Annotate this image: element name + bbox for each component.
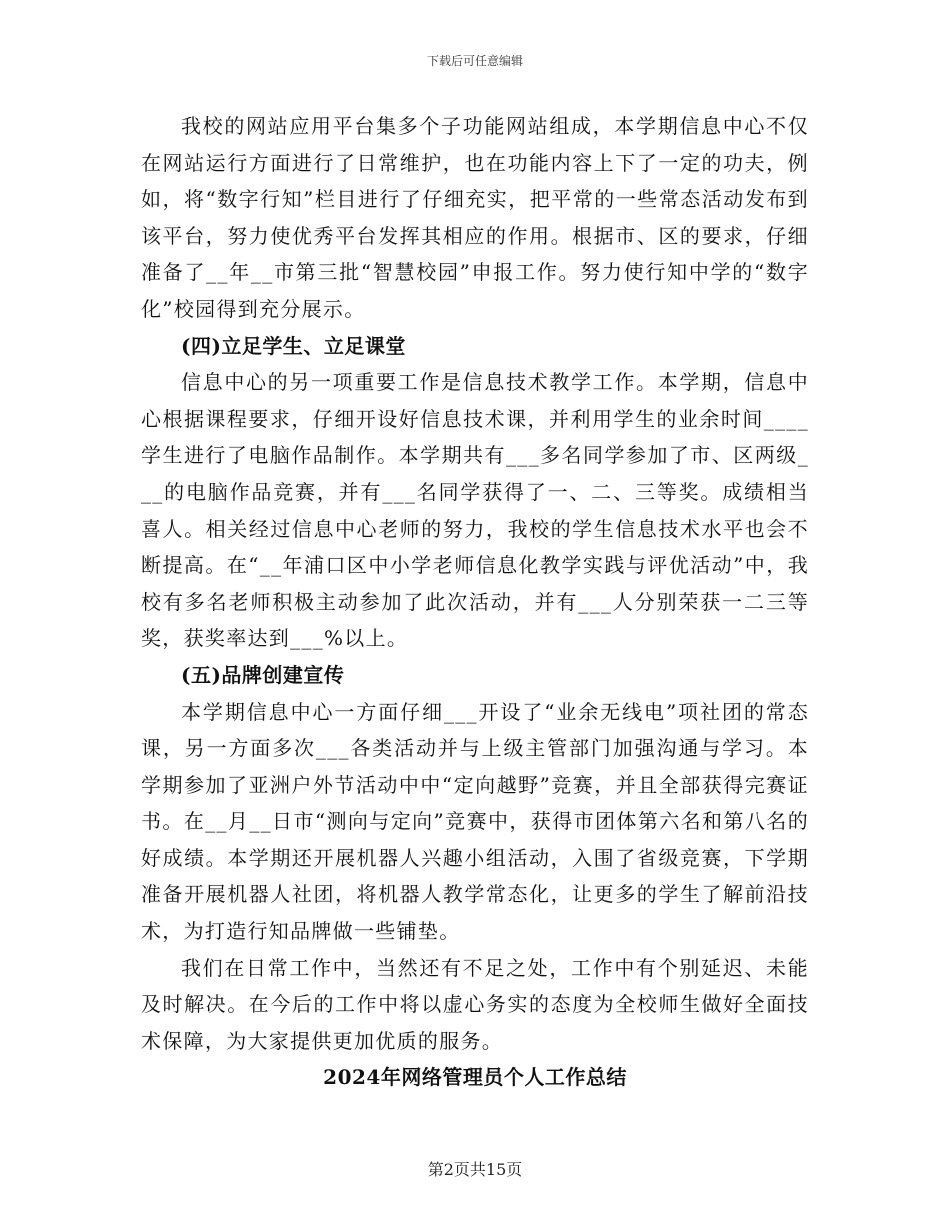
page-number: 第2页共15页 bbox=[427, 1160, 523, 1179]
paragraph-shortcomings: 我们在日常工作中，当然还有不足之处，工作中有个别延迟、未能及时解决。在今后的工作中将以虚心务实的态度为全校师生做好全面技术保障，为大家提供更加优质的服务。 bbox=[141, 955, 809, 1053]
section-heading-brand-promotion: (五)品牌创建宣传 bbox=[181, 662, 345, 687]
paragraph-website-platform: 我校的网站应用平台集多个子功能网站组成，本学期信息中心不仅在网站运行方面进行了日常维护，也在功能内容上下了一定的功夫，例如，将“数字行知”栏目进行了仔细充实，把平常的一些常态活动发布到该平台，努力使优秀平台发挥其相应的作用。根据市、区的要求，仔细准备了__年__市第三批“智慧校园”申报工作。努力使行知中学的“数字化”校园得到充分展示。 bbox=[141, 114, 809, 321]
page-header-note: 下载后可任意编辑 bbox=[426, 54, 523, 68]
document-body bbox=[141, 108, 809, 1096]
document-title: 2024年网络管理员个人工作总结 bbox=[323, 1065, 627, 1090]
paragraph-brand-activities: 本学期信息中心一方面仔细___开设了“业余无线电”项社团的常态课，另一方面多次___各类活动并与上级主管部门加强沟通与学习。本学期参加了亚洲户外节活动中中“定向越野”竞赛，并且全部获得完赛证书。在__月__日市“测向与定向”竞赛中，获得市团体第六名和第八名的好成绩。本学期还开展机器人兴趣小组活动，入围了省级竞赛，下学期准备开展机器人社团，将机器人教学常态化，让更多的学生了解前沿技术，为打造行知品牌做一些铺垫。 bbox=[141, 699, 809, 944]
paragraph-it-teaching: 信息中心的另一项重要工作是信息技术教学工作。本学期，信息中心根据课程要求，仔细开设好信息技术课，并利用学生的业余时间____学生进行了电脑作品制作。本学期共有___多名同学参加了市、区两级___的电脑作品竞赛，并有___名同学获得了一、二、三等奖。成绩相当喜人。相关经过信息中心老师的努力，我校的学生信息技术水平也会不断提高。在“__年浦口区中小学老师信息化教学实践与评优活动”中，我校有多名老师积极主动参加了此次活动，并有___人分别荣获一二三等奖，获奖率达到___%以上。 bbox=[141, 370, 809, 651]
section-heading-students-classroom: (四)立足学生、立足课堂 bbox=[181, 333, 406, 358]
